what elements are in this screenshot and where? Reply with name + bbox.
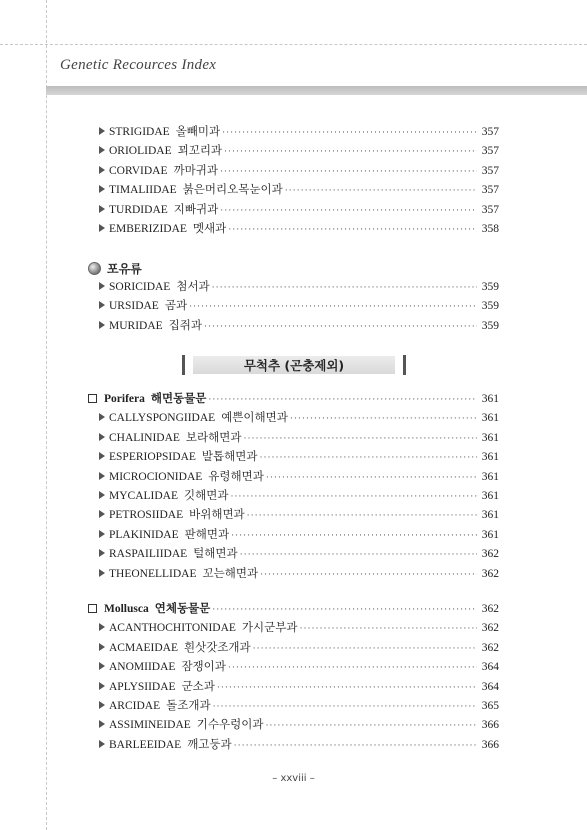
dot-leader	[224, 142, 477, 161]
dot-leader	[204, 317, 477, 336]
triangle-bullet-icon	[99, 452, 105, 460]
entry-latin: RASPAILIIDAE	[109, 548, 188, 561]
entry-korean: 잠쟁이과	[181, 661, 226, 674]
triangle-bullet-icon	[99, 413, 105, 421]
triangle-bullet-icon	[99, 569, 105, 577]
entry-korean: 판해면과	[184, 528, 230, 541]
dot-leader	[212, 600, 477, 619]
dot-leader	[230, 487, 477, 506]
index-entry[interactable]	[88, 142, 499, 161]
page-number: – xxviii –	[272, 773, 315, 784]
entry-page: 357	[481, 203, 499, 216]
dot-leader	[228, 220, 477, 239]
triangle-bullet-icon	[99, 682, 105, 690]
banner-right-edge	[403, 355, 406, 375]
index-entry[interactable]	[88, 429, 499, 448]
dot-leader	[220, 162, 477, 181]
entry-korean: 발톱해면과	[201, 451, 258, 464]
entry-page: 361	[481, 528, 499, 541]
dot-leader	[222, 123, 477, 142]
mammals-index-section	[88, 259, 499, 336]
dot-leader	[208, 390, 477, 409]
index-entry[interactable]	[88, 201, 499, 220]
entry-korean: 흰삿갓조개과	[184, 641, 251, 654]
dot-leader	[220, 201, 477, 220]
entry-latin: ANOMIIDAE	[109, 661, 176, 674]
entry-page: 361	[481, 470, 499, 483]
entry-page: 357	[481, 184, 499, 197]
banner-left-edge	[182, 355, 185, 375]
triangle-bullet-icon	[99, 491, 105, 499]
index-entry[interactable]	[88, 487, 499, 506]
porifera-index-section	[88, 390, 499, 584]
dot-leader	[234, 736, 477, 755]
triangle-bullet-icon	[99, 510, 105, 518]
entry-page: 357	[481, 145, 499, 158]
entry-latin: PETROSIIDAE	[109, 509, 184, 522]
triangle-bullet-icon	[99, 720, 105, 728]
triangle-bullet-icon	[99, 166, 105, 174]
entry-korean: 깃해면과	[184, 489, 229, 502]
triangle-bullet-icon	[99, 205, 105, 213]
triangle-bullet-icon	[99, 224, 105, 232]
index-entry[interactable]	[88, 506, 499, 525]
triangle-bullet-icon	[99, 301, 105, 309]
entry-latin: URSIDAE	[109, 300, 159, 313]
entry-latin: ASSIMINEIDAE	[109, 719, 191, 732]
dot-leader	[189, 297, 477, 316]
triangle-bullet-icon	[99, 530, 105, 538]
triangle-bullet-icon	[99, 623, 105, 631]
index-entry[interactable]	[88, 736, 499, 755]
entry-korean: 유령해면과	[208, 470, 264, 483]
sphere-bullet-icon	[88, 262, 101, 275]
index-entry[interactable]	[88, 468, 499, 487]
dot-leader	[217, 678, 477, 697]
left-margin-guide	[46, 0, 47, 830]
phylum-heading[interactable]	[88, 600, 499, 619]
index-entry[interactable]	[88, 297, 499, 316]
index-entry[interactable]	[88, 545, 499, 564]
entry-page: 359	[481, 319, 499, 332]
entry-latin: SORICIDAE	[109, 281, 171, 293]
entry-latin: APLYSIIDAE	[109, 680, 176, 693]
birds-index-list	[88, 123, 499, 239]
entry-page: 366	[481, 738, 499, 751]
entry-latin: TURDIDAE	[109, 203, 168, 216]
entry-page: 357	[481, 126, 499, 138]
entry-page: 357	[481, 164, 499, 177]
phylum-page: 361	[481, 393, 499, 405]
triangle-bullet-icon	[99, 740, 105, 748]
banner-label: 무척추 (곤충제외)	[193, 356, 395, 374]
entry-latin: ACMAEIDAE	[109, 641, 178, 654]
entry-korean: 바위해면과	[189, 509, 245, 522]
entry-korean: 올빼미과	[175, 126, 221, 138]
phylum-latin: Mollusca	[104, 603, 149, 615]
entry-korean: 꾀꼬리과	[177, 145, 223, 158]
square-bullet-icon	[88, 394, 97, 403]
entry-korean: 붉은머리오목눈이과	[182, 184, 283, 197]
triangle-bullet-icon	[99, 127, 105, 135]
entry-latin: EMBERIZIDAE	[109, 222, 187, 235]
dot-leader	[212, 278, 477, 297]
phylum-heading[interactable]	[88, 390, 499, 409]
entry-latin: ESPERIOPSIDAE	[109, 451, 196, 464]
top-margin-guide	[0, 44, 587, 45]
entry-latin: ARCIDAE	[109, 699, 161, 712]
entry-page: 359	[481, 300, 499, 313]
dot-leader	[259, 448, 477, 467]
triangle-bullet-icon	[99, 472, 105, 480]
index-entry[interactable]	[88, 278, 499, 297]
square-bullet-icon	[88, 604, 97, 613]
dot-leader	[266, 468, 477, 487]
entry-korean: 꼬는해면과	[202, 567, 259, 580]
triangle-bullet-icon	[99, 549, 105, 557]
entry-page: 366	[481, 719, 499, 732]
entry-korean: 털해면과	[193, 548, 238, 561]
index-entry[interactable]	[88, 162, 499, 181]
dot-leader	[299, 619, 477, 638]
entry-page: 358	[481, 222, 499, 235]
dot-leader	[240, 545, 477, 564]
dot-leader	[243, 429, 477, 448]
entry-latin: TIMALIIDAE	[109, 184, 177, 197]
entry-korean: 멧새과	[192, 222, 227, 235]
triangle-bullet-icon	[99, 643, 105, 651]
phylum-page: 362	[481, 603, 499, 615]
index-entry[interactable]	[88, 181, 499, 200]
entry-page: 364	[481, 661, 499, 674]
entry-latin: STRIGIDAE	[109, 126, 170, 138]
entry-korean: 까마귀과	[173, 164, 218, 177]
entry-page: 361	[481, 431, 499, 444]
entry-latin: CALLYSPONGIIDAE	[109, 412, 216, 425]
triangle-bullet-icon	[99, 701, 105, 709]
index-entry[interactable]	[88, 317, 499, 336]
entry-page: 361	[481, 509, 499, 522]
entry-page: 362	[481, 548, 499, 561]
entry-korean: 첨서과	[176, 281, 210, 293]
index-entry[interactable]	[88, 658, 499, 677]
dot-leader	[265, 716, 477, 735]
index-entry[interactable]	[88, 697, 499, 716]
entry-latin: BARLEEIDAE	[109, 738, 182, 751]
entry-korean: 깨고둥과	[187, 738, 232, 751]
entry-latin: MURIDAE	[109, 319, 163, 332]
dot-leader	[260, 565, 477, 584]
phylum-korean: 연체동물문	[154, 603, 211, 615]
entry-latin: CHALINIDAE	[109, 431, 180, 444]
entry-latin: CORVIDAE	[109, 164, 168, 177]
index-entry[interactable]	[88, 123, 499, 142]
triangle-bullet-icon	[99, 662, 105, 670]
entry-latin: THEONELLIDAE	[109, 567, 197, 580]
entry-korean: 기수우렁이과	[196, 719, 264, 732]
dot-leader	[290, 409, 477, 428]
index-entry[interactable]	[88, 448, 499, 467]
entry-page: 359	[481, 281, 499, 293]
category-title: 포유류	[107, 262, 142, 276]
index-entry[interactable]	[88, 678, 499, 697]
triangle-bullet-icon	[99, 282, 105, 290]
entry-korean: 예쁜이해면과	[221, 412, 288, 425]
entry-latin: ACANTHOCHITONIDAE	[109, 622, 236, 635]
dot-leader	[253, 639, 477, 658]
triangle-bullet-icon	[99, 321, 105, 329]
entry-page: 365	[481, 699, 499, 712]
entry-korean: 집쥐과	[168, 319, 202, 332]
entry-page: 362	[481, 622, 499, 635]
entry-page: 362	[481, 641, 499, 654]
entry-page: 361	[481, 412, 499, 425]
entry-latin: ORIOLIDAE	[109, 145, 172, 158]
index-entry[interactable]	[88, 619, 499, 638]
triangle-bullet-icon	[99, 146, 105, 154]
dot-leader	[231, 526, 477, 545]
entry-korean: 돌조개과	[166, 699, 211, 712]
category-heading	[88, 259, 499, 278]
running-header-title: Genetic Recources Index	[60, 57, 217, 73]
entry-latin: PLAKINIDAE	[109, 528, 179, 541]
dot-leader	[247, 506, 477, 525]
entry-latin: MICROCIONIDAE	[109, 470, 203, 483]
index-entry[interactable]	[88, 565, 499, 584]
entry-korean: 지빠귀과	[173, 203, 219, 216]
entry-korean: 가시군부과	[241, 622, 298, 635]
index-entry[interactable]	[88, 526, 499, 545]
triangle-bullet-icon	[99, 185, 105, 193]
index-entry[interactable]	[88, 639, 499, 658]
entry-page: 361	[481, 451, 499, 464]
entry-korean: 보라해면과	[185, 431, 242, 444]
phylum-korean: 해면동물문	[150, 393, 207, 405]
entry-page: 362	[481, 567, 499, 580]
dot-leader	[213, 697, 477, 716]
entry-korean: 곰과	[164, 300, 188, 313]
phylum-latin: Porifera	[104, 393, 145, 405]
index-entry[interactable]	[88, 409, 499, 428]
entry-page: 364	[481, 680, 499, 693]
index-entry[interactable]	[88, 716, 499, 735]
header-bar	[46, 86, 587, 95]
entry-page: 361	[481, 489, 499, 502]
index-entry[interactable]	[88, 220, 499, 239]
dot-leader	[285, 181, 477, 200]
entry-latin: MYCALIDAE	[109, 489, 178, 502]
entry-korean: 군소과	[181, 680, 215, 693]
triangle-bullet-icon	[99, 433, 105, 441]
mollusca-index-section	[88, 600, 499, 755]
dot-leader	[228, 658, 477, 677]
invertebrate-section-banner	[182, 355, 406, 375]
